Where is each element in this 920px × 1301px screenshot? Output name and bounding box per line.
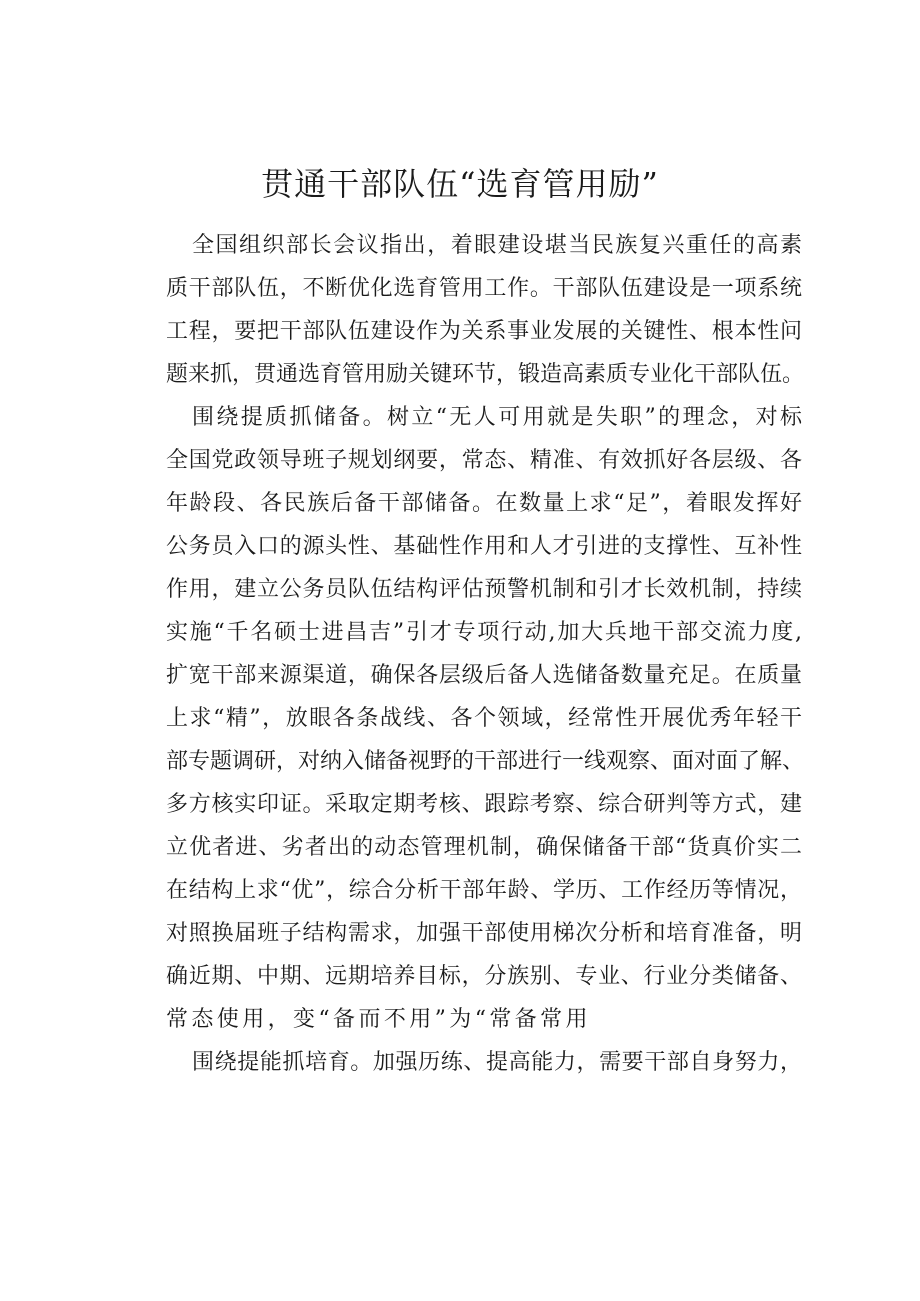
text-line: 公务员入口的源头性、基础性作用和人才引进的支撑性、互补性 xyxy=(166,534,802,559)
text-line: 工程，要把干部队伍建设作为关系事业发展的关键性、根本性问 xyxy=(166,319,802,344)
text-line: 全国党政领导班子规划纲要，常态、精准、有效抓好各层级、各 xyxy=(166,448,802,473)
text-line: 质干部队伍，不断优化选育管用工作。干部队伍建设是一项系统 xyxy=(166,276,802,301)
text-line: 实施“千名硕士进昌吉”引才专项行动,加大兵地干部交流力度, xyxy=(166,620,802,645)
text-line: 部专题调研，对纳入储备视野的干部进行一线观察、面对面了解、 xyxy=(166,749,805,774)
text-line: 常态使用，变“备而不用”为“常备常用 xyxy=(166,1007,591,1032)
paragraph xyxy=(166,1041,802,1084)
text-line: 扩宽干部来源渠道，确保各层级后备人选储备数量充足。在质量 xyxy=(166,663,802,688)
text-line: 在结构上求“优”，综合分析干部年龄、学历、工作经历等情况， xyxy=(166,878,802,903)
paragraph xyxy=(166,224,805,396)
document-body xyxy=(166,224,805,1084)
document-title: 贯通干部队伍“选育管用励” xyxy=(261,165,659,203)
text-line: 立优者进、劣者出的动态管理机制，确保储备干部“货真价实二 xyxy=(166,835,802,860)
text-line: 确近期、中期、远期培养目标，分族别、专业、行业分类储备、 xyxy=(166,964,802,989)
text-line: 多方核实印证。采取定期考核、跟踪考察、综合研判等方式，建 xyxy=(166,792,802,817)
text-line: 上求“精”，放眼各条战线、各个领域，经常性开展优秀年轻干 xyxy=(166,706,802,731)
text-line: 作用，建立公务员队伍结构评估预警机制和引才长效机制，持续 xyxy=(166,577,802,602)
text-line: 围绕提质抓储备。树立“无人可用就是失职”的理念，对标 xyxy=(192,405,802,430)
paragraph xyxy=(166,396,805,1041)
text-line: 题来抓，贯通选育管用励关键环节，锻造高素质专业化干部队伍。 xyxy=(166,362,805,387)
text-line: 围绕提能抓培育。加强历练、提高能力，需要干部自身努力， xyxy=(192,1050,802,1075)
text-line: 年龄段、各民族后备干部储备。在数量上求“足”，着眼发挥好 xyxy=(166,491,802,516)
text-line: 全国组织部长会议指出，着眼建设堪当民族复兴重任的高素 xyxy=(192,233,802,258)
text-line: 对照换届班子结构需求，加强干部使用梯次分析和培育准备，明 xyxy=(166,921,802,946)
